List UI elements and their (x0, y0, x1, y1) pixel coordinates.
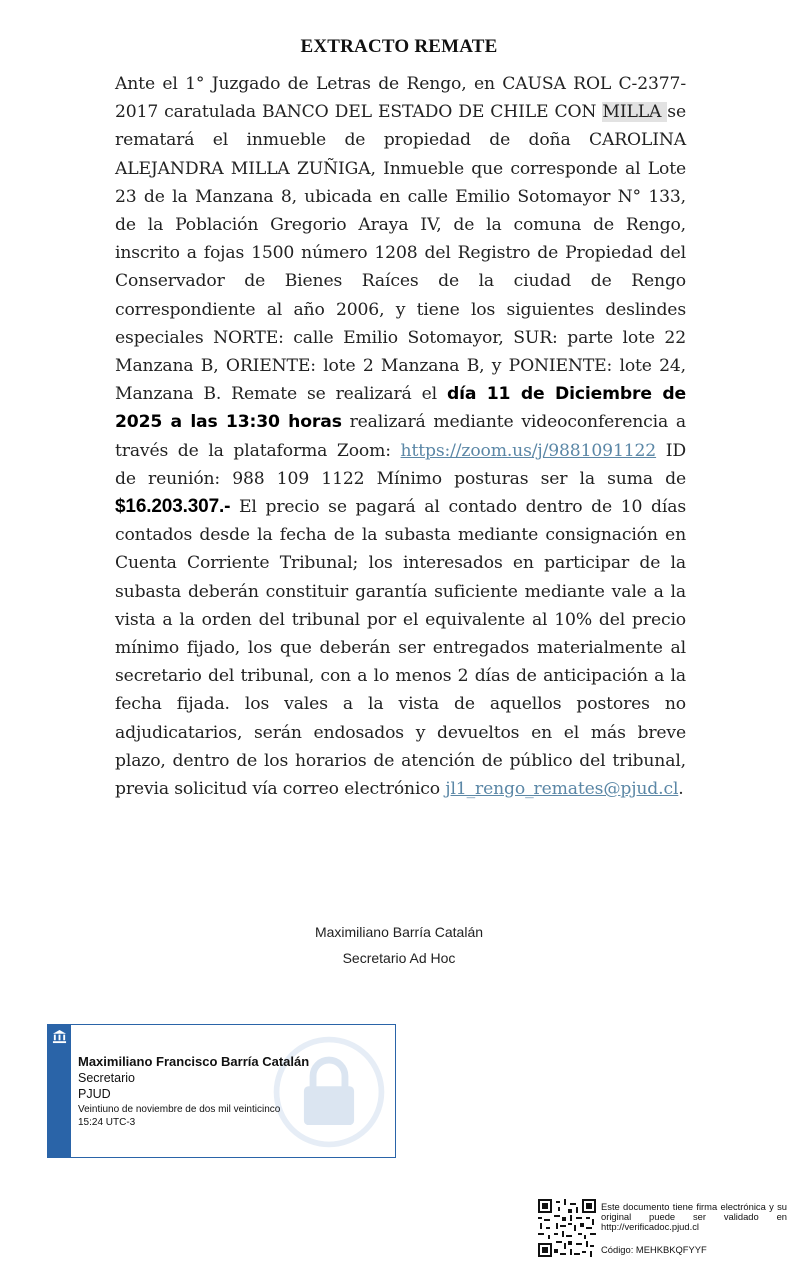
esig-time: 15:24 UTC-3 (78, 1117, 136, 1128)
auction-date: día 11 de Diciembre de 2025 a las 13:30 horas (115, 384, 686, 433)
highlighted-surname: MILLA (602, 102, 668, 123)
body-text-segment: ID de reunión: 988 109 1122 Mínimo posturas ser la suma de (115, 440, 687, 489)
esig-position: Secretario (78, 1071, 135, 1085)
body-text-segment: se rematará el inmueble de propiedad de doña CAROLINA ALEJANDRA MILLA ZUÑIGA, Inmueble que corresponde al Lote 23 de la Manzana 8, ubicada en calle Emilio Sotomayor N° 133, de la Población Gregorio Araya IV, de la comuna de Rengo, inscrito a fojas 1500 número 1208 del Registro de Propiedad del Conservador de Bienes Raíces de la ciudad de Rengo correspondiente al año 2006, y tiene los siguientes deslindes especiales NORTE: calle Emilio Sotomayor, SUR: parte lote 22 Manzana B, ORIENTE: lote 2 Manzana B, y PONIENTE: lote 24, Manzana B. Remate se realizará el (115, 102, 686, 405)
document-title: EXTRACTO REMATE (300, 36, 498, 57)
signer-role: Secretario Ad Hoc (342, 950, 456, 966)
body-text-segment: El precio se pagará al contado dentro de 10 días contados desde la fecha de la subasta mediante consignación en Cuenta Corriente Tribunal; los interesados en participar de la subasta deberán constituir garantía suficiente mediante vale a la vista a la orden del tribunal por el equivalente al 10% del precio mínimo fijado, los que deberán ser entregados materialmente al secretario del tribunal, con a lo menos 2 días de anticipación a la fecha fijada. los vales a la vista de aquellos postores no adjudicatarios, serán endosados y devueltos en el más breve plazo, dentro de los horarios de atención de público del tribunal, previa solicitud vía correo electrónico (115, 497, 686, 800)
body-text-segment: . (678, 779, 684, 800)
signer-name: Maximiliano Barría Catalán (314, 924, 484, 940)
auction-extract-body (115, 70, 686, 803)
courthouse-icon (52, 1029, 67, 1044)
qr-code-icon (538, 1199, 596, 1257)
signature-sidebar (48, 1025, 71, 1157)
body-text-segment: Ante el 1° Juzgado de Letras de Rengo, en CAUSA ROL C-2377-2017 caratulada BANCO DEL ESTADO DE CHILE CON (115, 74, 686, 123)
minimum-bid-amount: $16.203.307.- (115, 496, 231, 518)
esig-date: Veintiuno de noviembre de dos mil veinticinco (78, 1104, 281, 1115)
esig-organization: PJUD (78, 1087, 111, 1101)
verification-notice: Este documento tiene firma electrónica y su original puede ser validado en http://verificadoc.pjud.cl (601, 1201, 787, 1232)
email-link[interactable]: jl1_rengo_remates@pjud.cl (445, 779, 679, 800)
signature-details (78, 1053, 309, 1128)
body-text-segment: realizará mediante videoconferencia a través de la plataforma Zoom: (115, 412, 686, 461)
electronic-signature-box (47, 1024, 396, 1158)
zoom-link[interactable]: https://zoom.us/j/9881091122 (400, 440, 657, 461)
verification-code: Código: MEHKBKQFYYF (601, 1244, 707, 1255)
esig-signer-name: Maximiliano Francisco Barría Catalán (78, 1054, 310, 1069)
